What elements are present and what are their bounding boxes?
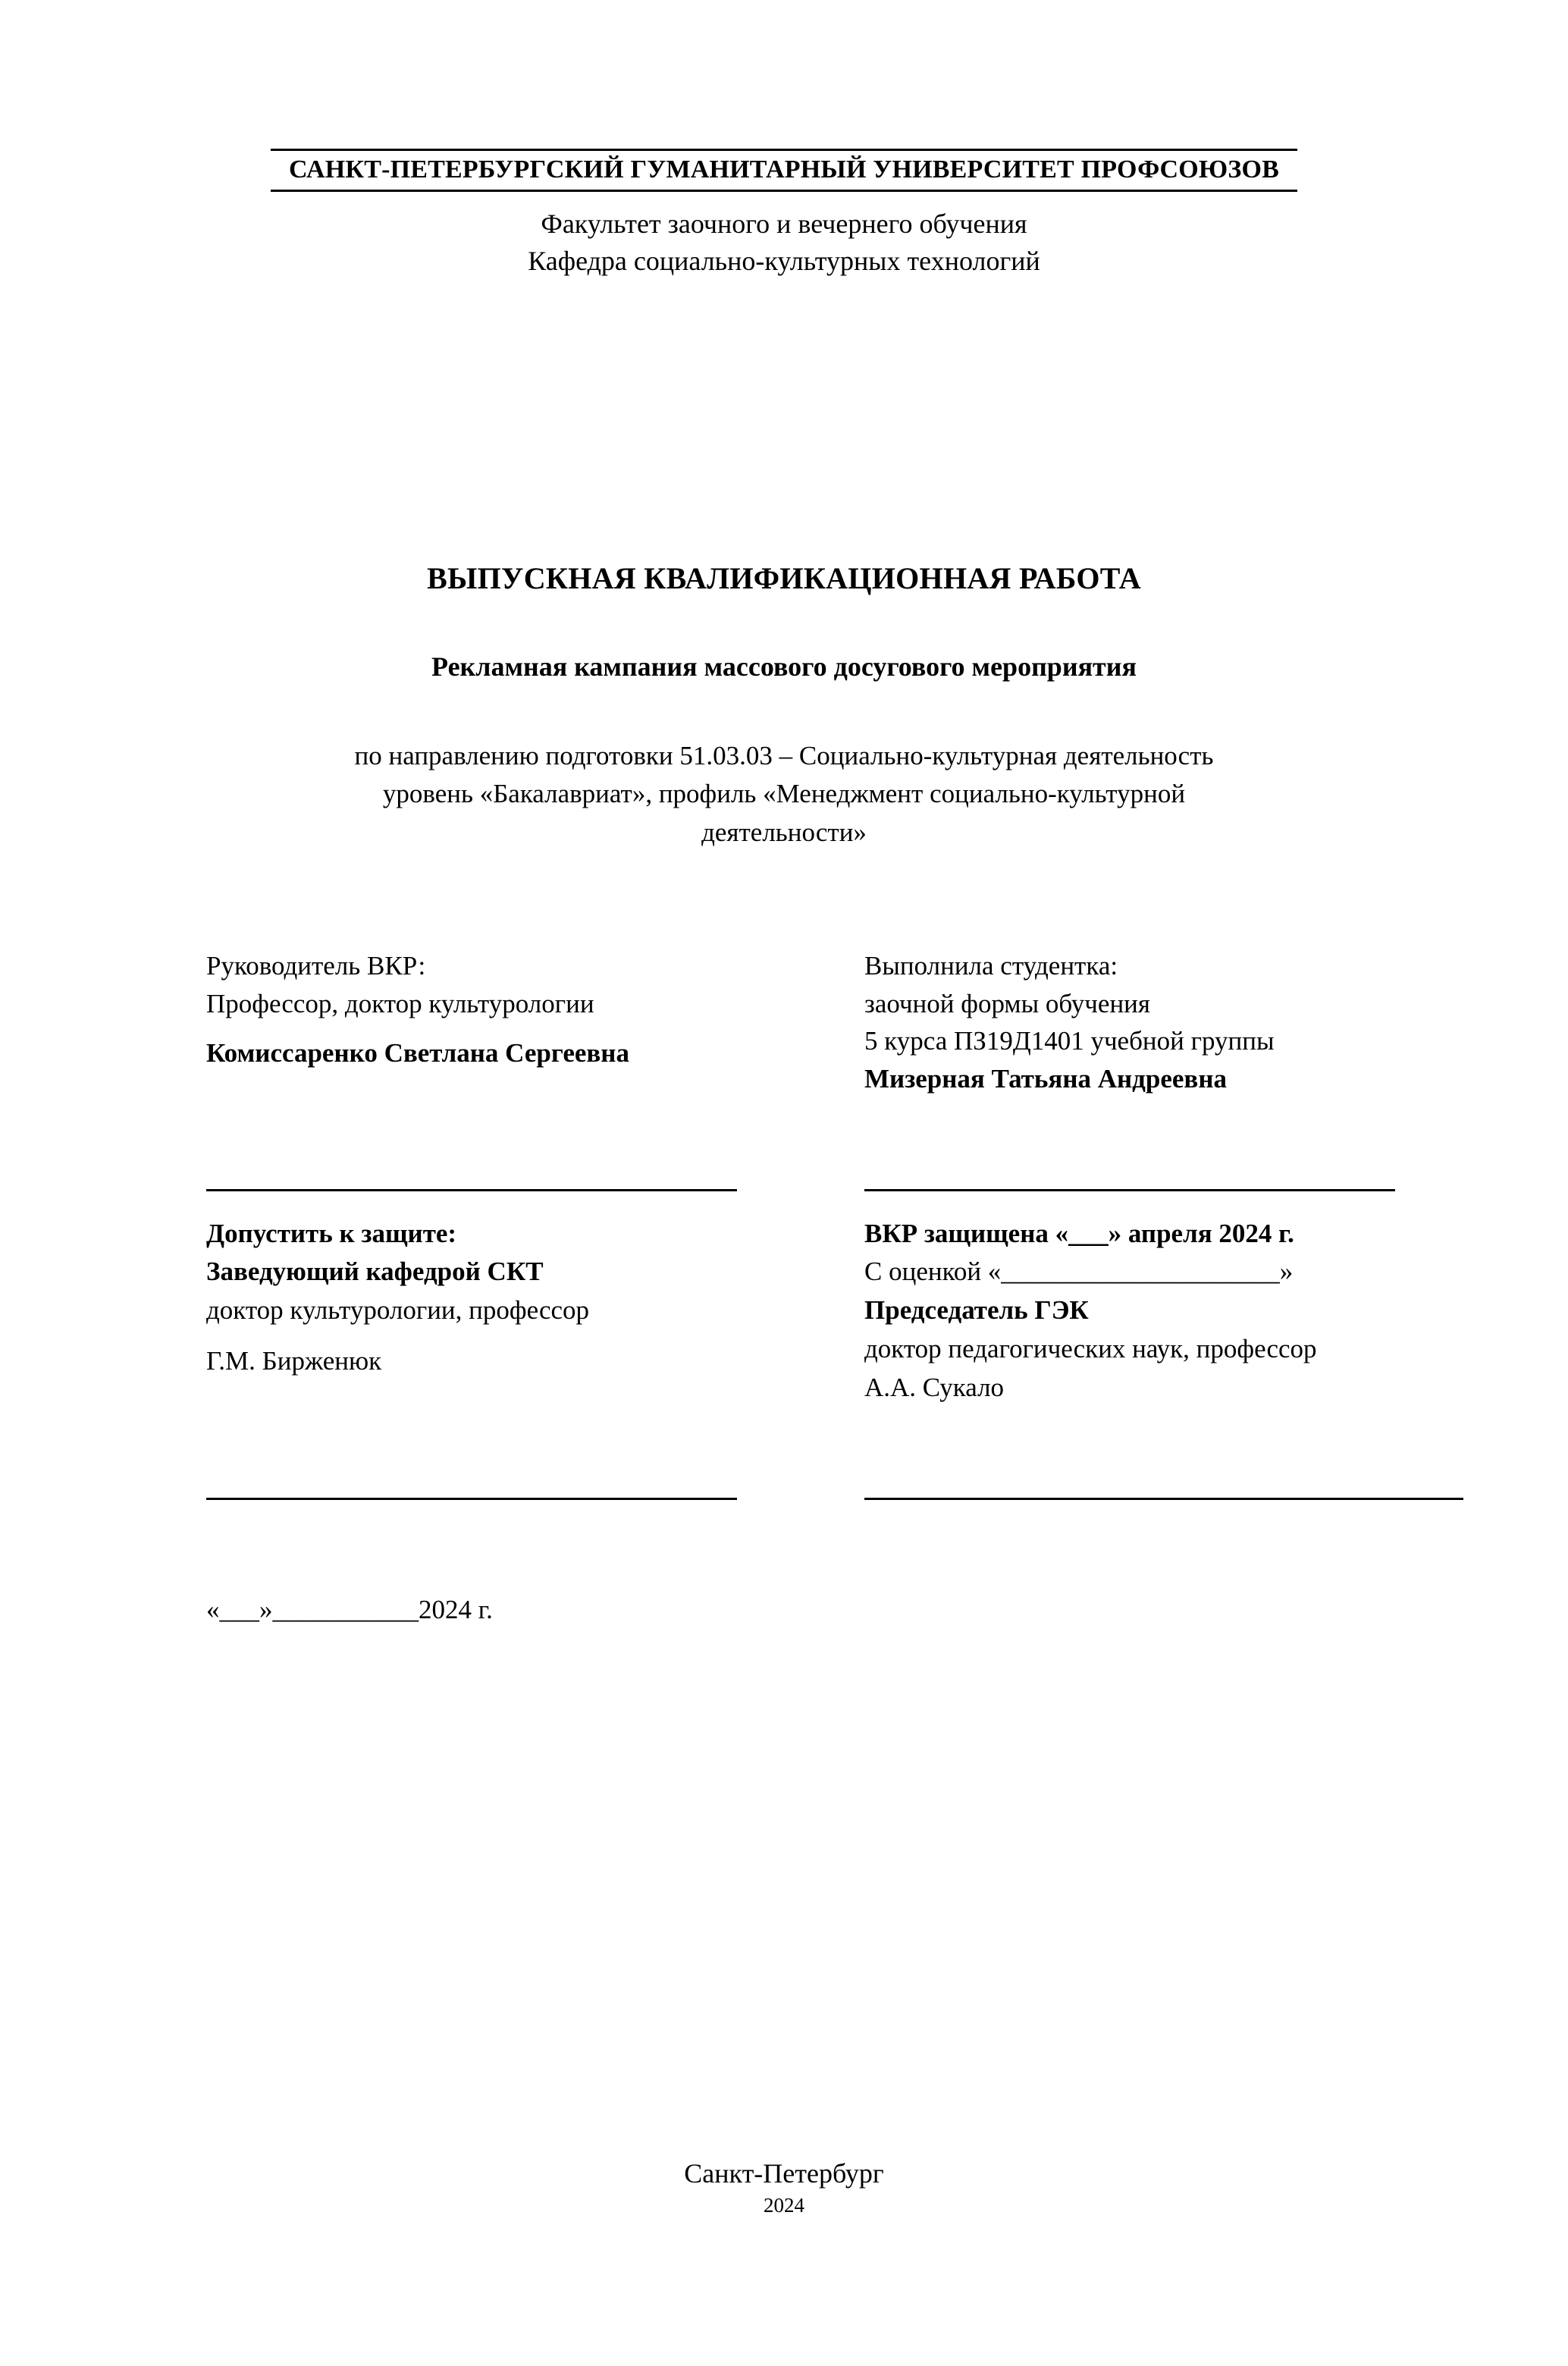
people-block [0,947,1568,1098]
document-header [0,149,1568,280]
university-name: САНКТ-ПЕТЕРБУРГСКИЙ ГУМАНИТАРНЫЙ УНИВЕРСИТЕТ ПРОФСОЮЗОВ [271,149,1297,192]
document-type: ВЫПУСКНАЯ КВАЛИФИКАЦИОННАЯ РАБОТА [427,560,1141,595]
direction-line-1: по направлению подготовки 51.03.03 – Социально-культурная деятельность [354,740,1214,770]
admission-block [0,1215,1568,1407]
thesis-theme: Рекламная кампания массового досугового мероприятия [431,651,1137,682]
admit-label: Допустить к защите: [206,1218,457,1248]
signature-line-chair [864,1498,1463,1500]
signature-rules-bottom [0,1490,1568,1504]
head-of-department-degree: доктор культурологии, профессор [206,1295,590,1326]
admission-column [206,1215,864,1407]
gek-chair-label: Председатель ГЭК [864,1295,1089,1326]
direction-block [0,737,1568,852]
gek-chair-name: А.А. Сукало [864,1372,1005,1402]
student-name: Мизерная Татьяна Андреевна [864,1063,1227,1094]
defense-mark-label: С оценкой «_____________________» [864,1257,1294,1287]
student-group: 5 курса ПЗ19Д1401 учебной группы [864,1026,1275,1056]
signature-line-supervisor [206,1189,737,1191]
department-name: Кафедра социально-культурных технологий [528,245,1040,276]
defense-date-label: ВКР защищена «___» апреля 2024 г. [864,1218,1294,1248]
supervisor-degree: Профессор, доктор культурологии [206,988,594,1018]
defense-column [864,1215,1462,1407]
head-of-department-label: Заведующий кафедрой СКТ [206,1257,544,1287]
signature-rules-top [0,1181,1568,1195]
signature-rule-left-cell-2 [206,1490,864,1504]
title-page [0,149,1568,2366]
gek-chair-degree: доктор педагогических наук, профессор [864,1333,1317,1363]
student-form: заочной формы обучения [864,988,1151,1018]
direction-line-3: деятельности» [701,817,867,848]
city-name: Санкт-Петербург [684,2158,884,2189]
student-column [864,947,1462,1098]
spacer [206,1330,864,1342]
title-block [0,560,1568,852]
head-of-department-name: Г.М. Бирженюк [206,1345,382,1376]
direction-line-2: уровень «Бакалавриат», профиль «Менеджмент социально-культурной [382,779,1186,809]
date-line: «___»___________2024 г. [206,1595,493,1625]
signature-line-student [864,1189,1395,1191]
supervisor-column [206,947,864,1098]
signature-rule-left-cell [206,1181,864,1195]
signature-rule-right-cell [864,1181,1462,1195]
supervisor-role-label: Руководитель ВКР: [206,950,426,981]
spacer [206,1022,864,1034]
signature-rule-right-cell-2 [864,1490,1463,1504]
year: 2024 [764,2194,804,2217]
supervisor-name: Комиссаренко Светлана Сергеевна [206,1038,629,1068]
student-role-label: Выполнила студентка: [864,950,1118,981]
faculty-name: Факультет заочного и вечернего обучения [541,209,1027,240]
document-footer [0,2157,1568,2217]
signature-line-head [206,1498,737,1500]
